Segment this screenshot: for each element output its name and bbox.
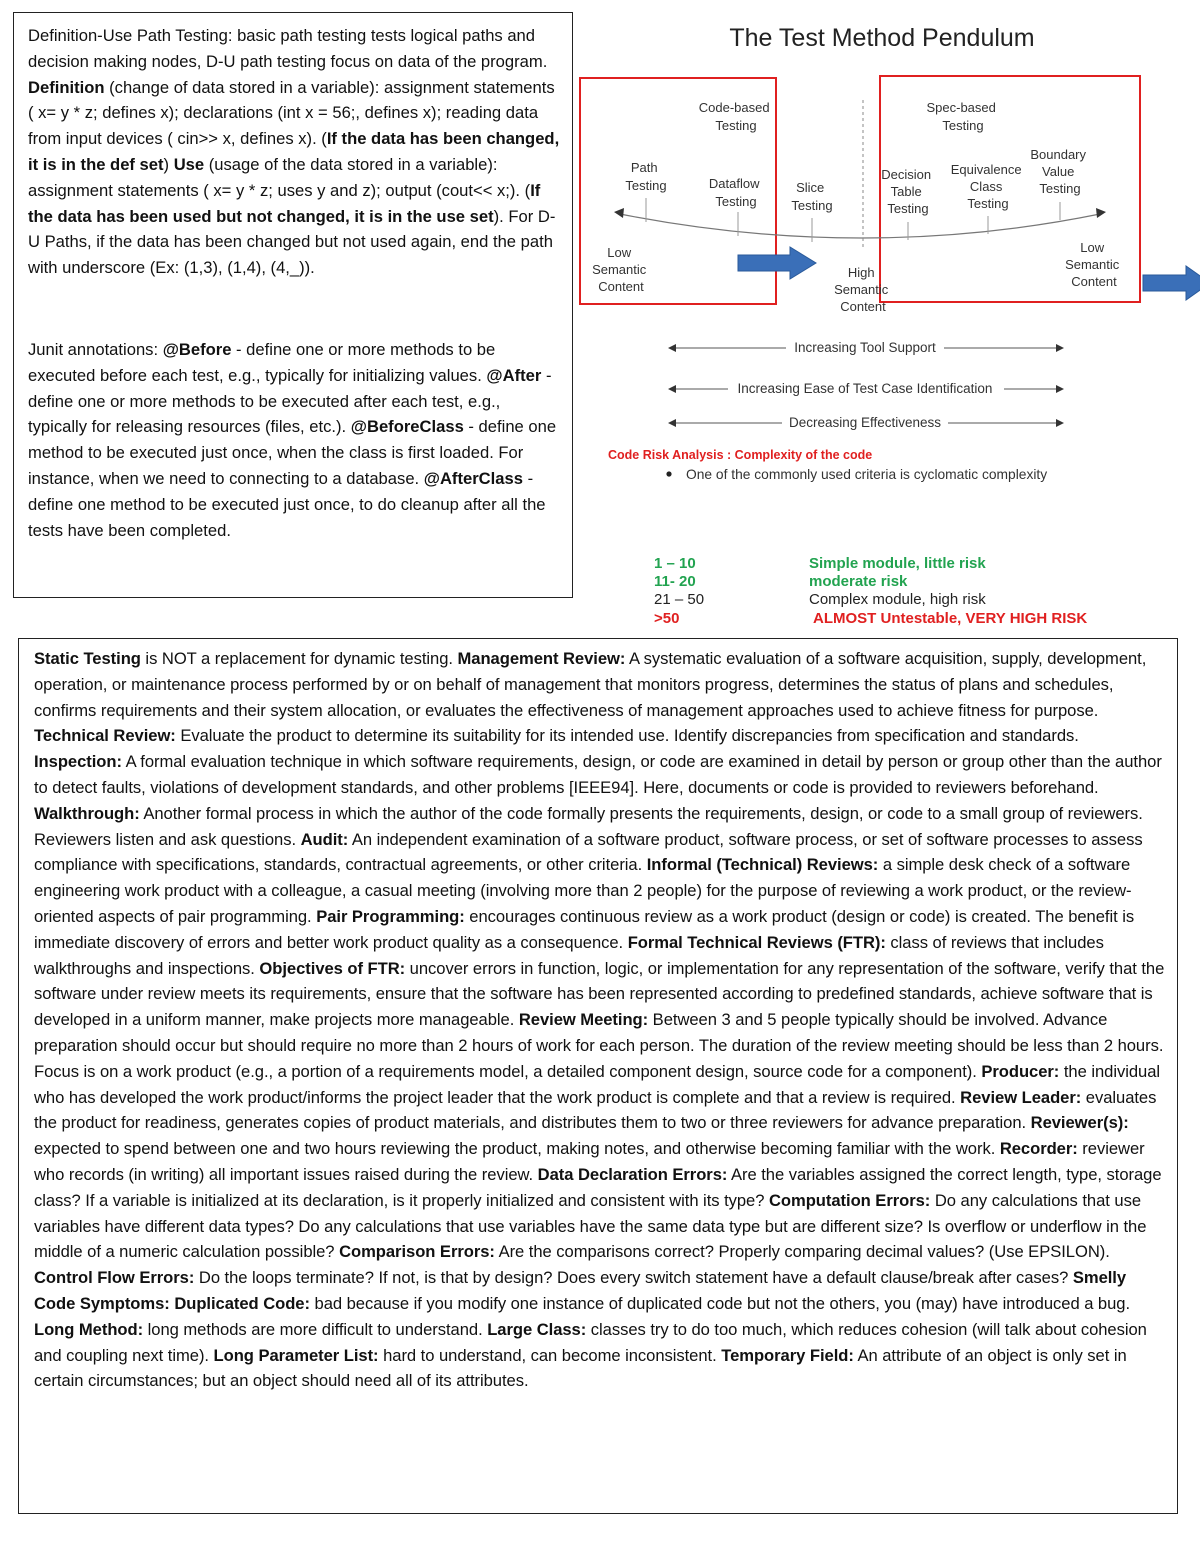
- arrow-head-right-1: [1056, 344, 1064, 352]
- path-testing-label: Path Testing: [625, 160, 667, 193]
- text-run: - define one method to be executed just once, to do cleanup after all the tests have been completed.: [28, 468, 546, 540]
- high-semantic-label: High Semantic Content: [834, 265, 889, 314]
- low-semantic-left-label: Low Semantic Content: [592, 245, 647, 294]
- bold-term: If the data has been used but not changed, it is in the use set: [28, 180, 541, 226]
- bold-term: Use: [173, 154, 205, 174]
- arrow-head-right-3: [1056, 419, 1064, 427]
- text-run: - define one or more methods to be executed after each test, e.g., typically for releasing resources (files, etc.).: [28, 365, 552, 437]
- ease-identification-arrow-label: Increasing Ease of Test Case Identification: [737, 381, 993, 396]
- pendulum-arc: [620, 214, 1100, 238]
- text-run: class of reviews that includes walkthroughs and inspections.: [34, 932, 1104, 978]
- text-run: (change of data stored in a variable): assignment statements ( x= y * z; defines x); declarations (int x = 56;, defines x); reading data from input devices ( cin>> x, defines x). (: [28, 77, 555, 149]
- text-run: long methods are more difficult to understand.: [143, 1319, 488, 1339]
- bold-term: Large Class:: [487, 1319, 587, 1339]
- text-run: An attribute of an object is only set in certain circumstances; but an object should need all of its attributes.: [34, 1345, 1127, 1391]
- text-run: evaluates the product for readiness, generates copies of product materials, and distributes them to two or three reviewers for advance preparation.: [34, 1087, 1157, 1133]
- risk-label-1: Simple module, little risk: [809, 555, 986, 572]
- bold-term: Informal (Technical) Reviews:: [646, 855, 879, 875]
- risk-analysis-bullet: One of the commonly used criteria is cyclomatic complexity: [686, 467, 1048, 482]
- text-run: ): [163, 154, 174, 174]
- text-run: An independent examination of a software product, software process, or set of software processes to assess compliance with specifications, standards, contractual agreements, or other criteria.: [34, 829, 1143, 875]
- risk-label-3: Complex module, high risk: [809, 591, 986, 608]
- text-run: hard to understand, can become inconsistent.: [378, 1345, 722, 1365]
- risk-analysis-heading: Code Risk Analysis : Complexity of the code: [608, 448, 873, 462]
- paragraph-gap: [28, 281, 560, 337]
- bold-term: Formal Technical Reviews (FTR):: [627, 932, 886, 952]
- slice-testing-label: Slice Testing: [791, 180, 833, 213]
- bold-term: Definition: [28, 77, 105, 97]
- bold-term: Walkthrough:: [34, 803, 140, 823]
- low-semantic-right-label: Low Semantic Content: [1065, 240, 1120, 289]
- boundary-value-testing-label: Boundary Value Testing: [1030, 147, 1087, 196]
- bold-term: Long Method:: [34, 1319, 144, 1339]
- bold-term: @After: [486, 365, 542, 385]
- text-run: - define one or more methods to be executed before each test, e.g., typically for initializing values.: [28, 339, 496, 385]
- text-run: encourages continuous review as a work product (design or code) is created. The benefit is immediate discovery of errors and better work product quality as a consequence.: [34, 906, 1135, 952]
- arc-arrowhead-left: [614, 208, 624, 218]
- bold-term: Audit:: [300, 829, 349, 849]
- bold-term: Control Flow Errors:: [34, 1268, 195, 1288]
- text-run: Do the loops terminate? If not, is that by design? Does every switch statement have a default clause/break after cases?: [194, 1268, 1073, 1288]
- bold-term: @BeforeClass: [350, 417, 464, 437]
- blue-arrow-right: [1143, 266, 1200, 300]
- static-testing-paragraph: [34, 646, 1167, 1394]
- bold-term: If the data has been changed, it is in the def set: [28, 129, 560, 174]
- bold-term: Producer:: [981, 1061, 1060, 1081]
- bold-term: Technical Review:: [34, 726, 176, 746]
- text-run: Junit annotations:: [28, 339, 163, 359]
- bold-term: Recorder:: [999, 1139, 1078, 1159]
- text-run: Do any calculations that use variables have different data types? Do any calculations that use variables have the same data type but are different size? Is overflow or underflow in the middle of a numeric calculation possible?: [34, 1190, 1147, 1262]
- risk-range-1: 1 – 10: [654, 555, 696, 572]
- static-testing-notes-box: [18, 638, 1178, 1514]
- bold-term: Static Testing: [34, 649, 141, 668]
- bold-term: Reviewer(s):: [1030, 1113, 1129, 1133]
- du-path-paragraph: [28, 23, 560, 281]
- pendulum-title: The Test Method Pendulum: [729, 24, 1035, 52]
- text-run: Definition-Use Path Testing: basic path testing tests logical paths and decision making nodes, D-U path testing focus on data of the program.: [28, 26, 548, 71]
- text-run: expected to spend between one and two hours reviewing the product, making notes, and otherwise becoming familiar with the work.: [34, 1139, 1000, 1159]
- arrow-head-left-3: [668, 419, 676, 427]
- bold-term: Objectives of FTR:: [259, 958, 406, 978]
- text-run: Between 3 and 5 people typically should be involved. Advance preparation should occur but should require no more than 2 hours of work for each person. The duration of the review meeting should be less than 2 hours. Focus is on a work product (e.g., a portion of a requirements model, a detailed component design, source code for a component).: [34, 1010, 1164, 1081]
- tool-support-arrow-label: Increasing Tool Support: [794, 340, 936, 355]
- du-path-notes-box: [13, 12, 573, 598]
- risk-range-2: 11- 20: [654, 573, 696, 590]
- junit-annotations-paragraph: [28, 337, 560, 543]
- dataflow-testing-label: Dataflow Testing: [708, 176, 760, 209]
- arrow-head-right-2: [1056, 385, 1064, 393]
- text-run: the individual who has developed the work product/informs the project leader that the work product is complete and that a review is required.: [34, 1061, 1161, 1107]
- text-run: (usage of the data stored in a variable): assignment statements ( x= y * z; uses y and z); output (cout<< x;). (: [28, 154, 531, 200]
- text-run: A formal evaluation technique in which software requirements, design, or code are examined in detail by person or group other than the author to detect faults, violations of development standards, and other problems [IEEE94]. Here, documents or code is provided to reviewers beforehand.: [34, 752, 1162, 797]
- bold-term: Long Parameter List:: [213, 1345, 379, 1365]
- risk-range-3: 21 – 50: [654, 591, 705, 608]
- bold-term: Review Meeting:: [518, 1010, 649, 1030]
- text-run: ). For D-U Paths, if the data has been changed but not used again, end the path with underscore (Ex: (1,3), (1,4), (4,_)).: [28, 206, 556, 278]
- bold-term: Data Declaration Errors:: [537, 1164, 728, 1184]
- decision-table-testing-label: Decision Table Testing: [881, 167, 932, 216]
- text-run: bad because if you modify one instance of duplicated code but not the others, you (may) have introduced a bug.: [309, 1293, 1131, 1313]
- text-run: Evaluate the product to determine its suitability for its intended use. Identify discrepancies from specification and standards.: [175, 726, 1079, 746]
- bold-term: Temporary Field:: [721, 1345, 854, 1365]
- arc-arrowhead-right: [1096, 208, 1106, 218]
- bold-term: Comparison Errors:: [339, 1242, 495, 1262]
- text-run: Another formal process in which the author of the code formally presents the requirements, design, or code to a small group of reviewers. Reviewers listen and ask questions.: [34, 803, 1143, 849]
- bold-term: @AfterClass: [423, 468, 523, 488]
- text-run: reviewer who records (in writing) all important issues raised during the review.: [34, 1139, 1145, 1184]
- text-run: a simple desk check of a software engineering work product with a colleague, a casual meeting (involving more than 2 people) for the purpose of reviewing a work product, or the review-oriented aspects of pair programming.: [34, 855, 1132, 926]
- text-run: is NOT a replacement for dynamic testing.: [140, 649, 458, 668]
- test-method-pendulum-diagram: [578, 0, 1200, 640]
- text-run: - define one method to be executed just once, when the class is first loaded. For instance, when we need to connecting to a database.: [28, 417, 557, 488]
- risk-table: [654, 555, 1087, 627]
- bold-term: Computation Errors:: [768, 1190, 931, 1210]
- equivalence-class-testing-label: Equivalence Class Testing: [950, 162, 1022, 211]
- text-run: Are the variables assigned the correct length, type, storage class? If a variable is initialized at its declaration, is it properly initialized and consistent with its type?: [34, 1164, 1162, 1210]
- arrow-head-left-2: [668, 385, 676, 393]
- text-run: uncover errors in function, logic, or implementation for any representation of the software, verify that the software under review meets its requirements, ensure that the software has been represented according to predefined standards, achieve software that is developed in a uniform manner, make projects more manageable.: [34, 958, 1165, 1030]
- risk-label-2: moderate risk: [809, 573, 908, 590]
- effectiveness-arrow-label: Decreasing Effectiveness: [788, 415, 942, 430]
- bold-term: Review Leader:: [960, 1087, 1082, 1107]
- text-run: Are the comparisons correct? Properly comparing decimal values? (Use EPSILON).: [494, 1242, 1110, 1262]
- bold-term: Management Review:: [457, 649, 626, 668]
- bold-term: Pair Programming:: [316, 906, 465, 926]
- arrow-head-left-1: [668, 344, 676, 352]
- bold-term: Inspection:: [34, 752, 122, 772]
- bold-term: @Before: [162, 339, 232, 359]
- text-run: A systematic evaluation of a software acquisition, supply, development, operation, or maintenance process performed by or on behalf of management that monitors progress, determines the status of plans and schedules, confirms requirements and their system allocation, or evaluates the effectiveness of management approaches used to achieve fitness for purpose.: [34, 649, 1147, 720]
- risk-label-4: ALMOST Untestable, VERY HIGH RISK: [813, 610, 1088, 627]
- spec-based-label: Spec-based Testing: [926, 100, 996, 133]
- bullet-dot: [666, 471, 671, 476]
- code-based-label: Code-based Testing: [698, 100, 770, 133]
- text-run: classes try to do too much, which reduces cohesion (will talk about cohesion and coupling next time).: [34, 1319, 1147, 1365]
- bold-term: Smelly Code Symptoms: Duplicated Code:: [34, 1268, 1127, 1313]
- risk-range-4: >50: [654, 610, 680, 627]
